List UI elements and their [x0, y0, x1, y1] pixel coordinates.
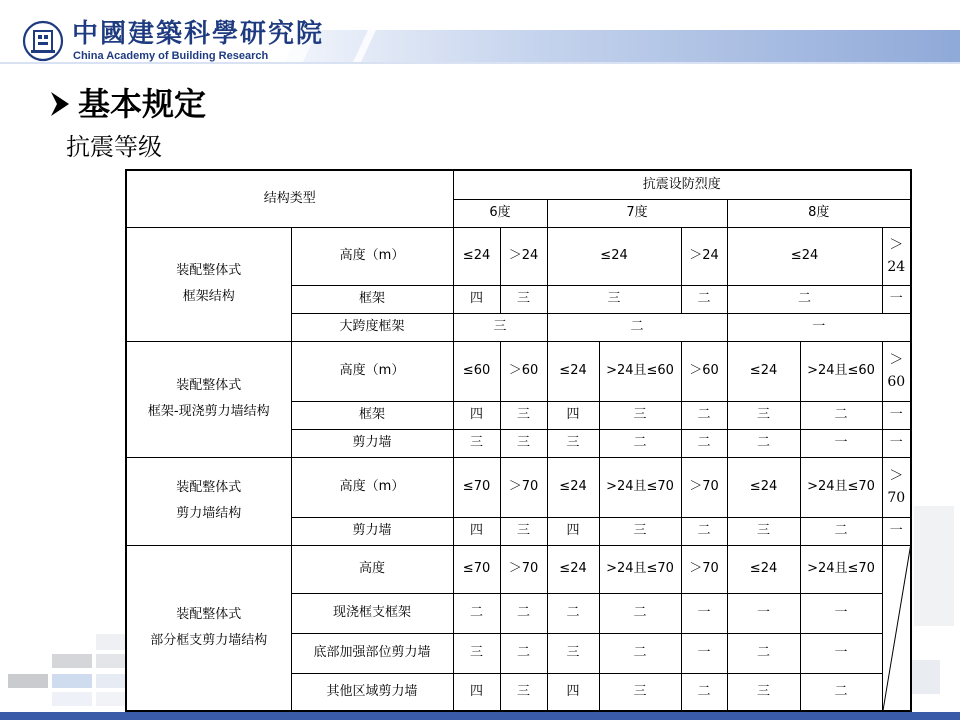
table-cell: ≤24 — [547, 341, 599, 401]
row-label: 框架 — [291, 401, 453, 429]
table-cell: 一 — [727, 313, 911, 341]
table-cell: 二 — [681, 429, 727, 457]
table-cell: 一 — [681, 593, 727, 633]
row-label: 底部加强部位剪力墙 — [291, 633, 453, 673]
table-cell: 四 — [547, 401, 599, 429]
group-name-line: 部分框支剪力墙结构 — [150, 632, 268, 648]
table-cell: ≤24 — [727, 341, 800, 401]
decorative-watermark-right — [910, 500, 960, 712]
table-cell: ＞60 — [500, 341, 547, 401]
not-applicable-diagonal-cell — [882, 545, 911, 711]
table-cell: 二 — [681, 401, 727, 429]
org-name-cn: 中國建築科學研究院 — [72, 19, 325, 49]
header-degree-7: 7度 — [547, 199, 727, 227]
table-cell: 二 — [727, 633, 800, 673]
table-cell: >24且≤70 — [800, 545, 882, 593]
table-cell: 二 — [681, 673, 727, 711]
table-cell: >24且≤60 — [599, 341, 681, 401]
org-name-en: China Academy of Building Research — [73, 50, 269, 62]
table-cell: 三 — [727, 673, 800, 711]
group-name-line: 装配整体式 — [176, 263, 242, 278]
section-subtitle: 抗震等级 — [66, 133, 162, 161]
table-cell: 四 — [453, 401, 500, 429]
table-cell: >24且≤60 — [800, 341, 882, 401]
arrow-bullet-icon — [48, 89, 72, 119]
table-cell: ≤24 — [727, 545, 800, 593]
header-degree-8: 8度 — [727, 199, 911, 227]
group-name — [126, 457, 291, 545]
table-cell — [882, 457, 911, 517]
row-label: 其他区域剪力墙 — [291, 673, 453, 711]
row-label: 高度（m） — [291, 227, 453, 285]
table-cell: 三 — [453, 633, 500, 673]
page-title: 基本规定 — [78, 85, 207, 123]
table-cell: 一 — [800, 593, 882, 633]
row-label: 高度（m） — [291, 341, 453, 401]
table-cell: >24且≤70 — [599, 457, 681, 517]
header-seismic-intensity: 抗震设防烈度 — [453, 170, 911, 199]
group-name — [126, 545, 291, 711]
table-cell: 二 — [727, 285, 882, 313]
table-cell: 一 — [800, 633, 882, 673]
table-cell: 三 — [599, 673, 681, 711]
table-cell: 四 — [453, 285, 500, 313]
table-cell: >24且≤70 — [599, 545, 681, 593]
title-row — [48, 84, 206, 124]
group-name — [126, 341, 291, 457]
table-cell: ≤24 — [727, 457, 800, 517]
table-cell: ≤24 — [547, 545, 599, 593]
table-cell: 三 — [547, 633, 599, 673]
table-cell: 一 — [882, 517, 911, 545]
table-cell: 二 — [727, 429, 800, 457]
group-name-line: 框架结构 — [182, 289, 235, 304]
table-cell: 四 — [453, 673, 500, 711]
table-cell: 二 — [800, 673, 882, 711]
row-label: 高度（m） — [291, 457, 453, 517]
table-cell: ＞70 — [500, 545, 547, 593]
seismic-grade-table — [125, 169, 912, 712]
table-cell: 二 — [500, 633, 547, 673]
slide-header — [0, 0, 960, 78]
table-cell: ≤60 — [453, 341, 500, 401]
table-cell: 三 — [500, 401, 547, 429]
table-cell: 三 — [500, 517, 547, 545]
cell-line: ＞ — [889, 352, 904, 368]
footer-band — [0, 712, 960, 720]
table-cell: ＞70 — [500, 457, 547, 517]
table-cell: 三 — [599, 401, 681, 429]
table-cell: ＞70 — [681, 457, 727, 517]
table-cell: 二 — [599, 429, 681, 457]
table-cell: 一 — [882, 429, 911, 457]
table-cell: 四 — [547, 673, 599, 711]
table-cell: 二 — [800, 401, 882, 429]
table-cell: 二 — [547, 313, 727, 341]
table-cell: 二 — [547, 593, 599, 633]
table-cell: 二 — [500, 593, 547, 633]
cell-line: 70 — [887, 490, 906, 506]
table-cell: 二 — [453, 593, 500, 633]
table-cell: ≤24 — [727, 227, 882, 285]
group-name — [126, 227, 291, 341]
table-cell: 四 — [453, 517, 500, 545]
group-name-line: 框架-现浇剪力墙结构 — [147, 404, 270, 419]
decorative-blocks-left — [0, 620, 125, 712]
table-cell: 一 — [882, 401, 911, 429]
table-cell: 二 — [681, 285, 727, 313]
table-cell: 四 — [547, 517, 599, 545]
group-name-line: 装配整体式 — [176, 480, 242, 495]
cell-line: 60 — [887, 374, 906, 390]
table-cell: 三 — [727, 401, 800, 429]
group-name-line: 剪力墙结构 — [176, 506, 242, 521]
table-cell: 三 — [547, 429, 599, 457]
cell-line: 24 — [887, 259, 906, 275]
cell-line: ＞ — [889, 237, 904, 253]
row-label: 剪力墙 — [291, 517, 453, 545]
table-cell: 二 — [599, 633, 681, 673]
table-cell: 一 — [800, 429, 882, 457]
table-cell: 三 — [500, 673, 547, 711]
table-cell — [882, 341, 911, 401]
table-cell: 二 — [681, 517, 727, 545]
table-cell — [882, 227, 911, 285]
group-name-line: 装配整体式 — [176, 378, 242, 393]
table-cell: ＞70 — [681, 545, 727, 593]
table-cell: ≤24 — [547, 457, 599, 517]
header-structure-type: 结构类型 — [126, 170, 453, 227]
table-cell: 三 — [453, 429, 500, 457]
table-cell: >24且≤70 — [800, 457, 882, 517]
table-cell: 一 — [882, 285, 911, 313]
table-cell: 一 — [681, 633, 727, 673]
table-cell: 一 — [727, 593, 800, 633]
cabr-logo-icon — [22, 20, 64, 62]
table-cell: ＞24 — [500, 227, 547, 285]
table-cell: 三 — [500, 429, 547, 457]
row-label: 大跨度框架 — [291, 313, 453, 341]
header-degree-6: 6度 — [453, 199, 547, 227]
row-label: 高度 — [291, 545, 453, 593]
table-cell: ≤24 — [547, 227, 681, 285]
row-label: 框架 — [291, 285, 453, 313]
table-cell: 三 — [727, 517, 800, 545]
table-cell: ＞60 — [681, 341, 727, 401]
diagonal-line-icon — [883, 546, 911, 711]
row-label: 剪力墙 — [291, 429, 453, 457]
cell-line: ＞ — [889, 468, 904, 484]
group-name-line: 装配整体式 — [176, 606, 242, 622]
table-cell: 三 — [500, 285, 547, 313]
table-cell: ＞24 — [681, 227, 727, 285]
table-cell: 三 — [599, 517, 681, 545]
table-cell: ≤70 — [453, 545, 500, 593]
table-cell: 三 — [453, 313, 547, 341]
table-cell: 二 — [800, 517, 882, 545]
table-cell: ≤24 — [453, 227, 500, 285]
row-label: 现浇框支框架 — [291, 593, 453, 633]
table-cell: ≤70 — [453, 457, 500, 517]
table-cell: 三 — [547, 285, 681, 313]
table-cell: 二 — [599, 593, 681, 633]
